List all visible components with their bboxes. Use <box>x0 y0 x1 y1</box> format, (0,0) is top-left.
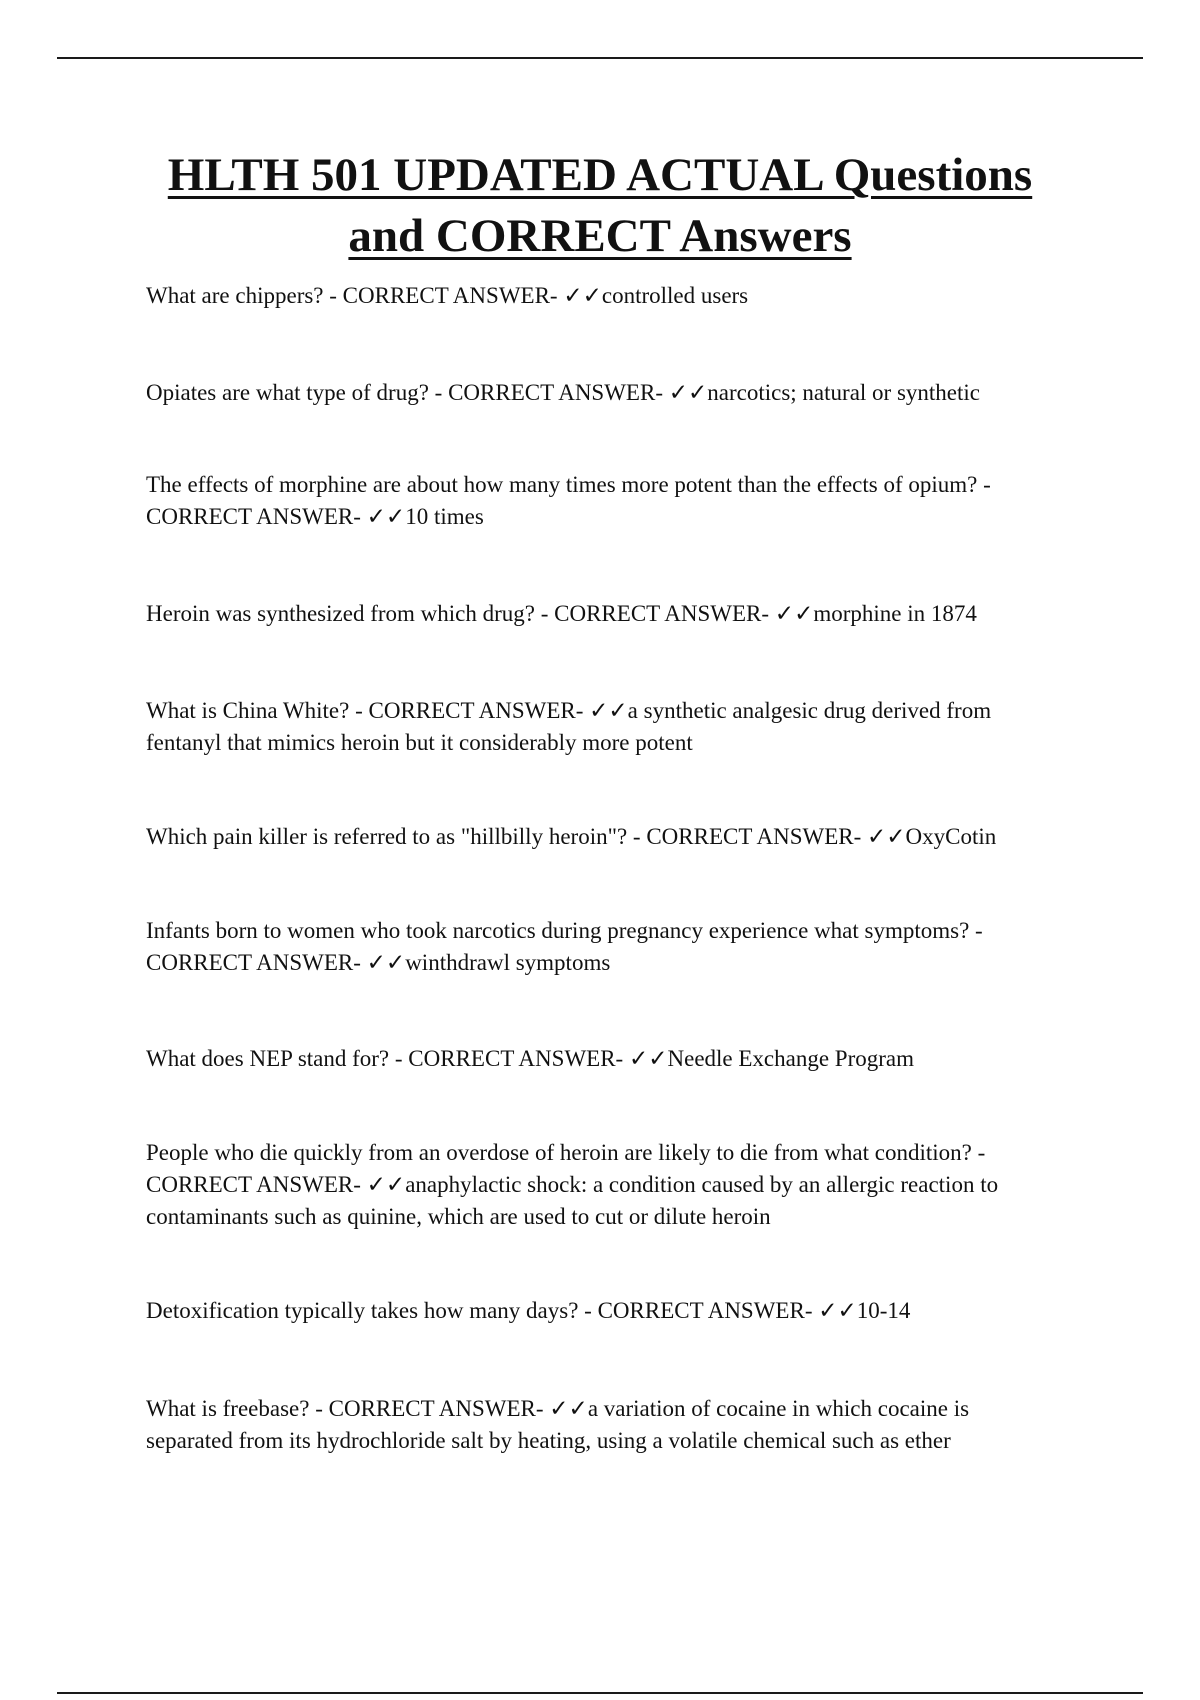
qa-item: What is freebase? - CORRECT ANSWER- ✓✓a variation of cocaine in which cocaine is separated from its hydrochloride salt by heating, using a volatile chemical such as ether <box>146 1396 970 1453</box>
top-rule <box>57 57 1143 59</box>
bottom-rule <box>57 1692 1143 1694</box>
qa-item: What are chippers? - CORRECT ANSWER- ✓✓controlled users <box>146 283 749 308</box>
title-line-1: HLTH 501 UPDATED ACTUAL Questions <box>167 149 1033 201</box>
qa-item: Heroin was synthesized from which drug? - CORRECT ANSWER- ✓✓morphine in 1874 <box>146 601 977 626</box>
title-line-2: and CORRECT Answers <box>348 210 852 262</box>
qa-item: People who die quickly from an overdose of heroin are likely to die from what condition? - CORRECT ANSWER- ✓✓anaphylactic shock: a condition caused by an allergic reaction to contaminants such as quinine, which are used to cut or dilute heroin <box>146 1140 999 1229</box>
qa-item: What is China White? - CORRECT ANSWER- ✓✓a synthetic analgesic drug derived from fentanyl that mimics heroin but it considerably more potent <box>146 698 992 755</box>
page-title <box>100 145 1100 267</box>
qa-item: Infants born to women who took narcotics during pregnancy experience what symptoms? - CORRECT ANSWER- ✓✓winthdrawl symptoms <box>146 918 983 975</box>
qa-item: The effects of morphine are about how many times more potent than the effects of opium? - CORRECT ANSWER- ✓✓10 times <box>146 472 991 529</box>
qa-item: Detoxification typically takes how many days? - CORRECT ANSWER- ✓✓10-14 <box>146 1298 911 1323</box>
qa-item: Opiates are what type of drug? - CORRECT ANSWER- ✓✓narcotics; natural or synthetic <box>146 380 980 405</box>
qa-list <box>146 280 1056 1457</box>
qa-item: Which pain killer is referred to as "hillbilly heroin"? - CORRECT ANSWER- ✓✓OxyCotin <box>146 824 997 849</box>
qa-item: What does NEP stand for? - CORRECT ANSWER- ✓✓Needle Exchange Program <box>146 1046 915 1071</box>
